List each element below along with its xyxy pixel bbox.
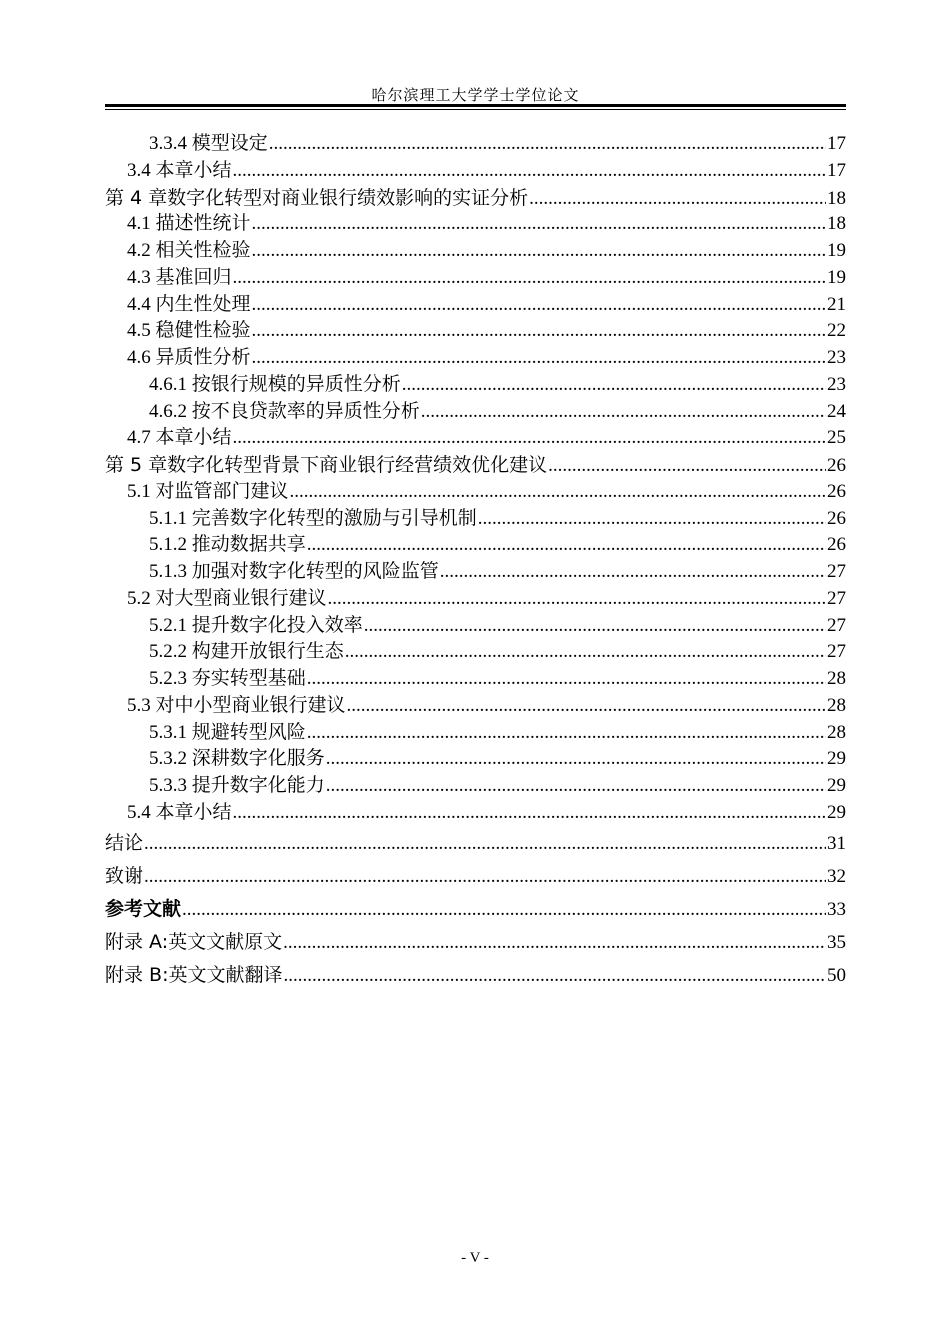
toc-entry-title: 4.6 异质性分析 (127, 347, 251, 368)
page-number: - V - (461, 1250, 489, 1266)
toc-leader-dots (233, 800, 826, 827)
running-header: 哈尔滨理工大学学士学位论文 (371, 88, 580, 104)
toc-entry-title: 附录 B:英文文献翻译 (105, 963, 283, 986)
toc-entry[interactable] (105, 345, 846, 372)
toc-entry[interactable] (105, 372, 846, 399)
toc-entry-page: 26 (827, 455, 846, 476)
toc-entry[interactable] (105, 318, 846, 345)
toc-leader-dots (252, 345, 826, 372)
toc-entry[interactable] (105, 292, 846, 319)
toc-entry-title: 4.5 稳健性检验 (127, 320, 251, 342)
toc-entry-page: 28 (827, 694, 846, 716)
toc-entry[interactable] (105, 666, 846, 693)
toc-leader-dots (269, 131, 826, 158)
toc-entry[interactable] (105, 238, 846, 265)
toc-leader-dots (440, 559, 826, 586)
toc-entry-page: 27 (827, 561, 846, 582)
toc-entry-title: 4.2 相关性检验 (127, 240, 251, 261)
toc-leader-dots (233, 265, 826, 292)
toc-entry-page: 29 (827, 801, 846, 823)
toc-entry-title: 5.1.3 加强对数字化转型的风险监管 (149, 561, 439, 582)
toc-entry-page: 17 (827, 133, 846, 154)
toc-entry[interactable] (105, 452, 846, 479)
toc-entry-title: 5.1 对监管部门建议 (127, 480, 289, 502)
toc-entry-title: 5.4 本章小结 (127, 801, 232, 823)
toc-entry-title: 4.7 本章小结 (127, 427, 232, 449)
toc-entry[interactable] (105, 773, 846, 800)
toc-entry-page: 27 (827, 614, 846, 636)
toc-entry-page: 18 (827, 187, 846, 209)
toc-leader-dots (421, 399, 826, 426)
toc-entry-page: 33 (827, 898, 846, 920)
toc-leader-dots (548, 453, 826, 479)
toc-entry-page: 21 (827, 293, 846, 315)
toc-entry-page: 26 (827, 480, 846, 502)
toc-entry[interactable] (105, 185, 846, 212)
toc-entry-page: 32 (827, 865, 846, 887)
toc-entry-page: 22 (827, 320, 846, 342)
toc-entry-title: 3.4 本章小结 (127, 159, 232, 181)
toc-entry[interactable] (105, 399, 846, 426)
toc-entry-title: 5.3.1 规避转型风险 (149, 721, 306, 743)
toc-entry[interactable] (105, 559, 846, 586)
toc-entry[interactable] (105, 746, 846, 773)
toc-entry-page: 24 (827, 400, 846, 422)
toc-entry[interactable] (105, 425, 846, 452)
toc-entry-page: 17 (827, 159, 846, 181)
toc-entry[interactable] (105, 265, 846, 292)
toc-entry-page: 23 (827, 347, 846, 368)
toc-leader-dots (328, 586, 826, 613)
toc-leader-dots (364, 613, 826, 640)
toc-entry-title: 5.3.3 提升数字化能力 (149, 775, 325, 796)
toc-entry[interactable] (105, 720, 846, 747)
toc-entry[interactable] (105, 860, 846, 893)
toc-entry-title: 第 4 章数字化转型对商业银行绩效影响的实证分析 (105, 186, 529, 209)
toc-leader-dots (233, 425, 826, 452)
toc-entry-title: 5.3.2 深耕数字化服务 (149, 748, 325, 770)
toc-entry-page: 50 (827, 964, 846, 986)
toc-entry-page: 18 (827, 213, 846, 235)
toc-leader-dots (478, 506, 826, 533)
toc-entry[interactable] (105, 639, 846, 666)
toc-entry-page: 27 (827, 587, 846, 609)
toc-leader-dots (233, 158, 826, 185)
toc-entry-title: 4.4 内生性处理 (127, 293, 251, 315)
toc-entry-page: 25 (827, 427, 846, 449)
toc-leader-dots (529, 186, 826, 212)
toc-entry-page: 29 (827, 748, 846, 770)
toc-leader-dots (252, 318, 826, 345)
toc-entry[interactable] (105, 926, 846, 959)
toc-entry-title: 5.2.3 夯实转型基础 (149, 668, 306, 689)
toc-leader-dots (290, 479, 826, 506)
toc-entry-page: 28 (827, 721, 846, 743)
table-of-contents (105, 131, 846, 992)
toc-entry[interactable] (105, 506, 846, 533)
toc-leader-dots (283, 959, 826, 992)
toc-entry-title: 4.3 基准回归 (127, 266, 232, 288)
toc-entry-title: 5.2 对大型商业银行建议 (127, 587, 327, 609)
toc-entry[interactable] (105, 131, 846, 158)
toc-entry-title: 5.2.2 构建开放银行生态 (149, 641, 344, 663)
toc-entry-title: 4.6.2 按不良贷款率的异质性分析 (149, 400, 420, 422)
toc-leader-dots (252, 292, 826, 319)
toc-leader-dots (283, 926, 826, 959)
header-rule-thick (105, 104, 846, 107)
toc-entry-page: 28 (827, 668, 846, 689)
toc-leader-dots (144, 860, 826, 893)
toc-entry[interactable] (105, 479, 846, 506)
toc-entry-title: 5.3 对中小型商业银行建议 (127, 694, 346, 716)
toc-entry-title: 第 5 章数字化转型背景下商业银行经营绩效优化建议 (105, 454, 548, 476)
toc-entry-title: 4.1 描述性统计 (127, 213, 251, 235)
toc-entry[interactable] (105, 158, 846, 185)
toc-entry[interactable] (105, 532, 846, 559)
toc-entry-page: 26 (827, 507, 846, 529)
toc-entry[interactable] (105, 959, 846, 992)
toc-entry-page: 19 (827, 240, 846, 261)
toc-entry[interactable] (105, 211, 846, 238)
toc-leader-dots (347, 693, 826, 720)
toc-entry-page: 19 (827, 266, 846, 288)
toc-entry[interactable] (105, 800, 846, 827)
toc-leader-dots (252, 211, 826, 238)
toc-entry[interactable] (105, 613, 846, 640)
toc-leader-dots (307, 666, 826, 693)
header-rule-thin (105, 109, 846, 110)
toc-entry[interactable] (105, 586, 846, 613)
toc-entry-title: 结论 (105, 831, 144, 854)
toc-entry-page: 27 (827, 641, 846, 663)
toc-leader-dots (182, 893, 826, 926)
toc-entry-title: 参考文献 (105, 897, 182, 920)
toc-entry[interactable] (105, 693, 846, 720)
toc-entry-title: 5.1.1 完善数字化转型的激励与引导机制 (149, 507, 477, 529)
toc-entry[interactable] (105, 893, 846, 926)
toc-entry-title: 3.3.4 模型设定 (149, 133, 268, 154)
toc-entry-page: 23 (827, 373, 846, 395)
toc-entry-page: 26 (827, 534, 846, 556)
toc-entry-page: 31 (827, 832, 846, 854)
toc-leader-dots (307, 720, 826, 747)
toc-leader-dots (345, 639, 826, 666)
toc-entry-title: 4.6.1 按银行规模的异质性分析 (149, 373, 401, 395)
toc-entry-title: 5.1.2 推动数据共享 (149, 534, 306, 556)
toc-leader-dots (326, 773, 826, 800)
toc-entry-page: 35 (827, 931, 846, 953)
toc-leader-dots (144, 827, 826, 860)
toc-entry-page: 29 (827, 775, 846, 796)
toc-entry-title: 致谢 (105, 864, 144, 887)
toc-leader-dots (402, 372, 826, 399)
toc-leader-dots (307, 532, 826, 559)
toc-entry[interactable] (105, 827, 846, 860)
toc-entry-title: 5.2.1 提升数字化投入效率 (149, 614, 363, 636)
toc-leader-dots (252, 238, 826, 265)
toc-leader-dots (326, 746, 826, 773)
toc-entry-title: 附录 A:英文文献原文 (105, 930, 283, 953)
